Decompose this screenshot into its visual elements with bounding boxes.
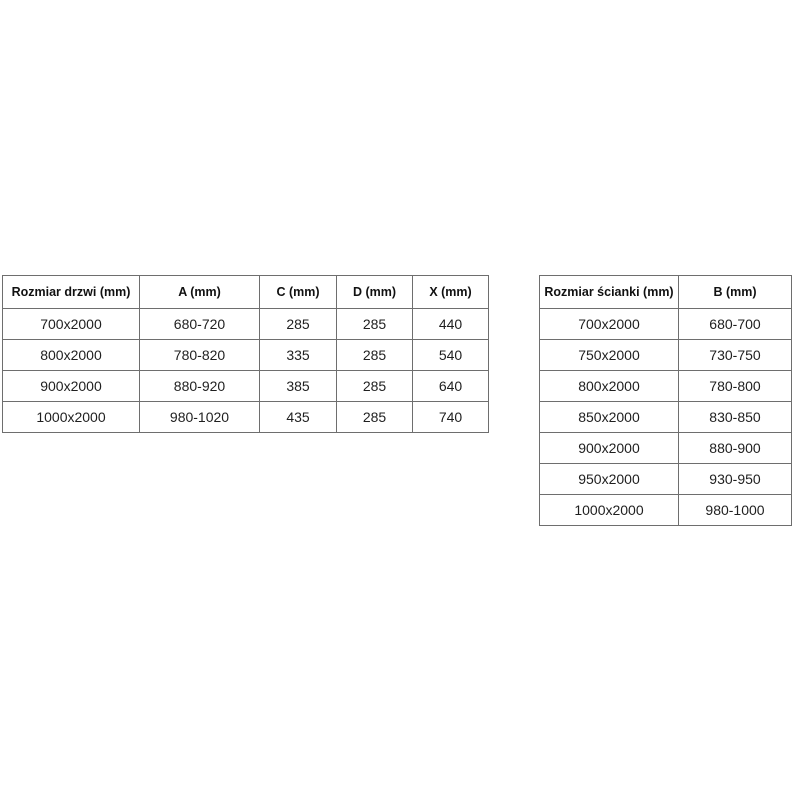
table-cell: 385	[260, 371, 337, 402]
column-header: B (mm)	[679, 276, 792, 309]
table-row	[3, 371, 489, 402]
table-cell: 730-750	[679, 340, 792, 371]
table-row	[540, 371, 792, 402]
table-cell: 950x2000	[540, 464, 679, 495]
table-cell: 980-1020	[140, 402, 260, 433]
column-header: Rozmiar ścianki (mm)	[540, 276, 679, 309]
table-cell: 780-800	[679, 371, 792, 402]
table-cell: 640	[413, 371, 489, 402]
wall-sizes-table	[539, 275, 792, 526]
header-row	[540, 276, 792, 309]
table-cell: 285	[260, 309, 337, 340]
table-cell: 900x2000	[540, 433, 679, 464]
table-row	[3, 309, 489, 340]
table-row	[3, 402, 489, 433]
table-cell: 285	[337, 402, 413, 433]
table-cell: 980-1000	[679, 495, 792, 526]
table-cell: 780-820	[140, 340, 260, 371]
table-cell: 830-850	[679, 402, 792, 433]
table-cell: 1000x2000	[3, 402, 140, 433]
table-row	[3, 340, 489, 371]
door-sizes-table	[2, 275, 489, 433]
column-header: X (mm)	[413, 276, 489, 309]
table-cell: 1000x2000	[540, 495, 679, 526]
table-row	[540, 495, 792, 526]
table-row	[540, 402, 792, 433]
table-cell: 285	[337, 340, 413, 371]
table-cell: 740	[413, 402, 489, 433]
table-cell: 900x2000	[3, 371, 140, 402]
table-cell: 880-920	[140, 371, 260, 402]
table-cell: 540	[413, 340, 489, 371]
table-cell: 750x2000	[540, 340, 679, 371]
table-cell: 680-700	[679, 309, 792, 340]
table-row	[540, 309, 792, 340]
table-cell: 800x2000	[3, 340, 140, 371]
column-header: Rozmiar drzwi (mm)	[3, 276, 140, 309]
table-cell: 440	[413, 309, 489, 340]
header-row	[3, 276, 489, 309]
table-cell: 335	[260, 340, 337, 371]
table-cell: 435	[260, 402, 337, 433]
table-cell: 700x2000	[540, 309, 679, 340]
table-cell: 930-950	[679, 464, 792, 495]
table-cell: 680-720	[140, 309, 260, 340]
column-header: D (mm)	[337, 276, 413, 309]
table-cell: 850x2000	[540, 402, 679, 433]
table-cell: 285	[337, 309, 413, 340]
table-row	[540, 464, 792, 495]
table-row	[540, 433, 792, 464]
column-header: C (mm)	[260, 276, 337, 309]
table-cell: 800x2000	[540, 371, 679, 402]
table-cell: 285	[337, 371, 413, 402]
table-cell: 880-900	[679, 433, 792, 464]
column-header: A (mm)	[140, 276, 260, 309]
table-cell: 700x2000	[3, 309, 140, 340]
table-row	[540, 340, 792, 371]
